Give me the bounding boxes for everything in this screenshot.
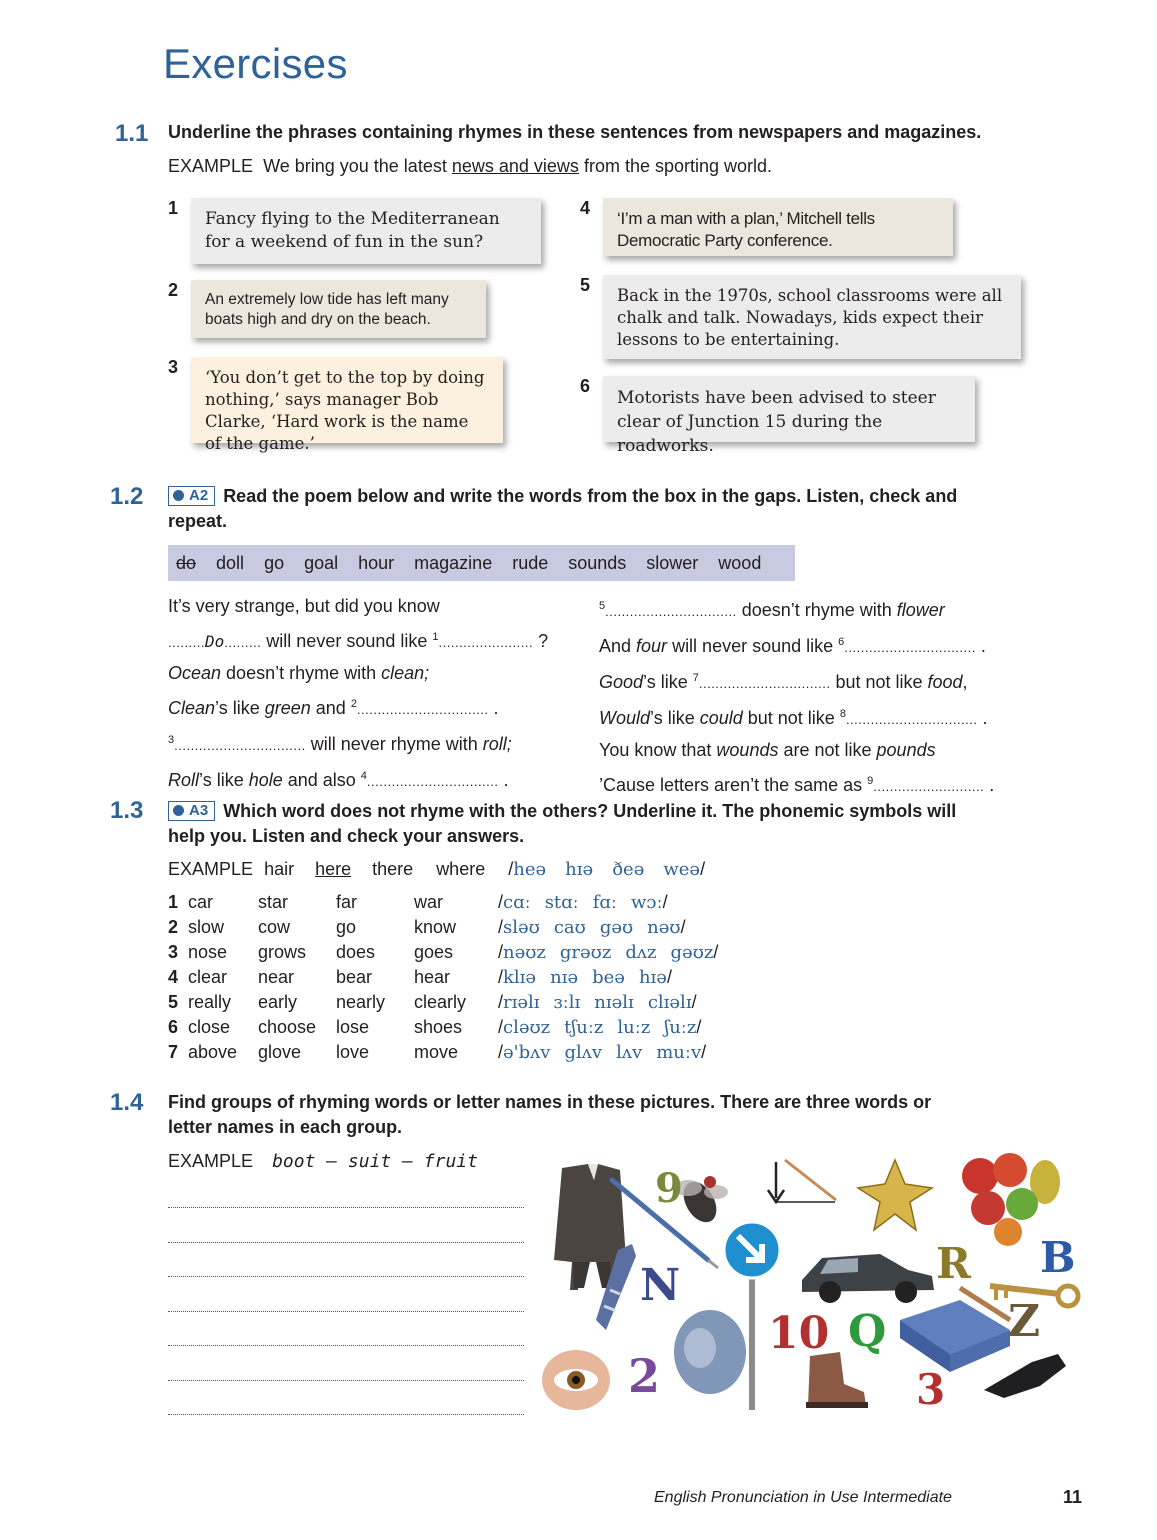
news-clipping: An extremely low tide has left many boats high and dry on the beach. (191, 280, 486, 338)
poem-line: Clean’s like green and $^2$................................ . (168, 698, 499, 718)
rhyme-word[interactable]: close (188, 1017, 231, 1037)
picture-label: Z (1008, 1296, 1041, 1347)
phonemic: nɪə (550, 967, 579, 988)
rhyme-word[interactable]: glove (258, 1042, 302, 1062)
poem-line: $^3$................................ will never rhyme with roll; (168, 734, 512, 754)
poem-line: Good’s like $^7$................................ but not like food, (599, 672, 968, 692)
picture-label: 10 (768, 1308, 830, 1359)
poem-right-column (599, 591, 1039, 802)
phonemic: cɑː (503, 892, 531, 913)
phonemic: ə'bʌv (503, 1042, 551, 1063)
answer-line[interactable] (168, 1217, 524, 1243)
exercise-number: 1.2 (110, 483, 144, 510)
instruction-text: Which word does not rhyme with the others? Underline it. The phonemic symbols will help you. Listen and check your answers. (168, 801, 957, 846)
example-underlined: news and views (451, 156, 579, 176)
row-number: 6 (168, 1017, 179, 1037)
answer-line[interactable] (168, 1182, 524, 1208)
phonemic: grəʊz (559, 942, 612, 963)
phonemic-transcription: /cɑː stɑː fɑː wɔː/ (498, 892, 668, 913)
exercise-number: 1.1 (115, 120, 149, 147)
picture-collage (540, 1140, 1100, 1420)
answer-lines (168, 1182, 524, 1424)
clipping-number: 6 (580, 376, 591, 396)
poem-left-column (168, 591, 588, 797)
phonemic: nəʊz (503, 942, 546, 963)
footer-book-title: English Pronunciation in Use Intermediate (654, 1489, 952, 1506)
row-number: 1 (168, 892, 179, 912)
phonemic: ðeə (612, 859, 645, 880)
picture-label: Q (848, 1306, 887, 1357)
audio-disc-icon (173, 490, 184, 501)
poem-line: Would’s like could but not like $^8$................................ . (599, 708, 988, 728)
phonemic: stɑː (544, 892, 579, 913)
answer-gap[interactable]: ................................ (845, 712, 978, 727)
picture-label: B (1040, 1233, 1076, 1282)
poem-line: $^5$................................ doesn’t rhyme with flower (599, 600, 945, 620)
audio-disc-icon (173, 805, 184, 816)
answer-line[interactable] (168, 1355, 524, 1381)
rhyme-word[interactable]: nose (188, 942, 228, 962)
phonemic: cləʊz (503, 1017, 551, 1038)
poem-line: .........Do......... will never sound like $^1$....................... ? (168, 631, 549, 651)
row-number: 4 (168, 967, 179, 987)
rhyme-word[interactable]: move (414, 1042, 459, 1062)
box-word: magazine (414, 552, 493, 573)
answer-gap[interactable]: ................................ (844, 640, 976, 655)
box-word: do (176, 552, 197, 573)
phonemic: dʌz (625, 942, 657, 963)
phonemic: hɪə (638, 967, 667, 988)
rhyme-row (168, 990, 718, 1015)
rhyme-word[interactable]: above (188, 1042, 238, 1062)
instruction-text: Read the poem below and write the words from the box in the gaps. Listen, check and repeat. (168, 486, 958, 531)
row-number: 7 (168, 1042, 179, 1062)
rhyme-word[interactable]: choose (258, 1017, 317, 1037)
box-word: goal (304, 552, 339, 573)
answer-line[interactable] (168, 1286, 524, 1312)
row-number: 3 (168, 942, 179, 962)
example-line: EXAMPLE hair here there where /heə hɪə ðeə weə/ (168, 859, 706, 880)
phonemic: heə (513, 859, 547, 880)
phonemic: gəʊz (670, 942, 714, 963)
rhyme-word[interactable]: go (336, 917, 357, 937)
phonemic: hɪə (565, 859, 594, 880)
example-line (168, 1149, 478, 1174)
clipping-number: 3 (168, 357, 179, 377)
clipping-number: 5 (580, 275, 591, 295)
example-label: EXAMPLE (168, 859, 254, 879)
eye-icon (542, 1350, 610, 1410)
phonemic: sləʊ (503, 917, 540, 938)
box-word: rude (512, 552, 549, 573)
example-word-underlined: here (315, 859, 352, 879)
answer-line[interactable] (168, 1389, 524, 1415)
picture-label: R (936, 1239, 971, 1288)
rhyme-word[interactable]: goes (414, 942, 454, 962)
shoe-icon (984, 1354, 1066, 1398)
box-word: wood (718, 552, 762, 573)
answer-line[interactable] (168, 1320, 524, 1346)
audio-track-button[interactable] (168, 801, 215, 821)
rhyme-table (168, 890, 718, 1065)
exercise-number: 1.3 (110, 797, 144, 824)
poem-line: You know that wounds are not like pounds (599, 740, 936, 760)
rhyme-word[interactable]: shoes (414, 1017, 463, 1037)
poem-line: It’s very strange, but did you know (168, 596, 440, 616)
box-word: doll (216, 552, 245, 573)
rhyme-word[interactable]: car (188, 892, 214, 912)
example-line (168, 154, 1068, 178)
exercise-instruction: Underline the phrases containing rhymes in these sentences from newspapers and magazines. (168, 122, 982, 142)
answer-line[interactable] (168, 1251, 524, 1277)
news-clipping: Back in the 1970s, school classrooms were all chalk and talk. Nowadays, kids expect their lessons to be entertaining. (603, 275, 1021, 359)
example-text: from the sporting world. (583, 156, 773, 176)
news-clipping: ‘I’m a man with a plan,’ Mitchell tells Democratic Party conference. (603, 198, 953, 256)
rhyme-word[interactable]: clear (188, 967, 228, 987)
box-word: hour (358, 552, 395, 573)
rhyme-word[interactable]: early (258, 992, 298, 1012)
page-number: 11 (1063, 1487, 1083, 1507)
phonemic-transcription: /rɪəlɪ ɜːlɪ nɪəlɪ clɪəlɪ/ (498, 992, 697, 1013)
phonemic: nəʊ (647, 917, 681, 938)
phonemic-transcription: /klɪə nɪə beə hɪə/ (498, 967, 672, 988)
handwritten-answer: Do (205, 632, 225, 651)
example-label: EXAMPLE (168, 156, 254, 176)
rhyme-word[interactable]: war (414, 892, 444, 912)
poem-line: Roll’s like hole and also $^4$................................ . (168, 770, 509, 790)
example-word: there (372, 859, 414, 879)
rhyme-word[interactable]: near (258, 967, 295, 987)
phonemic: fɑː (592, 892, 617, 913)
bed-icon (900, 1288, 1010, 1372)
picture-label: 3 (916, 1365, 946, 1414)
audio-track-label: A3 (189, 802, 209, 819)
example-word: where (436, 859, 486, 879)
phonemic: nɪəlɪ (594, 992, 634, 1013)
phonemic-transcription: /ə'bʌv glʌv lʌv muːv/ (498, 1042, 707, 1063)
clipping-number: 1 (168, 198, 179, 218)
box-word: slower (646, 552, 699, 573)
phonemic: weə (663, 859, 701, 880)
page-title: Exercises (163, 40, 348, 87)
row-number: 2 (168, 917, 179, 937)
word-box (168, 545, 795, 581)
answer-gap[interactable]: ....................... (438, 635, 534, 650)
phonemic: gəʊ (599, 917, 634, 938)
handwritten-answer: boot – suit – fruit (272, 1151, 478, 1172)
row-number: 5 (168, 992, 179, 1012)
poem-line: Ocean doesn’t rhyme with clean; (168, 663, 430, 683)
clipping-number: 4 (580, 198, 591, 218)
phonemic: caʊ (553, 917, 586, 938)
rhyme-word[interactable]: far (336, 892, 358, 912)
rhyme-word[interactable]: lose (336, 1017, 370, 1037)
rhyme-word[interactable]: bear (336, 967, 373, 987)
phonemic: rɪəlɪ (503, 992, 540, 1013)
rhyme-row (168, 1040, 718, 1065)
news-clipping: Motorists have been advised to steer clear of Junction 15 during the roadworks. (603, 376, 975, 442)
star-icon (858, 1160, 932, 1230)
phonemic: glʌv (564, 1042, 603, 1063)
poem-line: And four will never sound like $^6$................................ . (599, 636, 986, 656)
boot-icon (806, 1352, 868, 1408)
answer-gap[interactable]: ................................ (356, 702, 489, 717)
picture-label: 9 (655, 1165, 683, 1212)
box-word: sounds (568, 552, 627, 573)
example-text: We bring you the latest (263, 156, 447, 176)
rhyme-word[interactable]: nearly (336, 992, 386, 1012)
exercise-instruction: Find groups of rhyming words or letter names in these pictures. There are three words or letter names in each group. (168, 1092, 932, 1137)
car-icon (802, 1254, 934, 1303)
rhyme-word[interactable]: does (336, 942, 376, 962)
exercise-instruction (168, 799, 968, 849)
picture-label: 2 (628, 1349, 661, 1403)
rhyme-row (168, 940, 718, 965)
rhyme-word[interactable]: cow (258, 917, 291, 937)
phonemic: klɪə (503, 967, 537, 988)
phonemic: muːv (656, 1042, 702, 1063)
news-clipping: ‘You don’t get to the top by doing nothing,’ says manager Bob Clarke, ‘Hard work is the name of the game.’ (191, 357, 503, 443)
answer-gap[interactable]: ........................... (873, 779, 985, 794)
rhyme-word[interactable]: clearly (414, 992, 467, 1012)
phonemic: luːz (617, 1017, 651, 1038)
phonemic: beə (592, 967, 625, 988)
picture-label: N (640, 1260, 681, 1311)
head-icon (674, 1310, 746, 1394)
rhyme-word[interactable]: star (258, 892, 289, 912)
phonemic-transcription: /cləʊz tʃuːz luːz ʃuːz/ (498, 1017, 702, 1038)
rhyme-row (168, 1015, 718, 1040)
rhyme-row (168, 965, 718, 990)
phonemic: wɔː (631, 892, 663, 913)
rhyme-word[interactable]: slow (188, 917, 225, 937)
poem-line: ’Cause letters aren’t the same as $^9$........................... . (599, 775, 995, 795)
answer-gap[interactable]: ................................ (698, 676, 831, 691)
audio-track-label: A2 (189, 487, 209, 504)
answer-gap[interactable]: ................................ (174, 738, 306, 753)
rhyme-word[interactable]: grows (258, 942, 307, 962)
rhyme-row (168, 915, 718, 940)
audio-track-button[interactable] (168, 486, 215, 506)
news-clipping: Fancy flying to the Mediterranean for a weekend of fun in the sun? (191, 198, 541, 264)
exercise-instruction (168, 484, 968, 534)
rhyme-word[interactable]: know (414, 917, 457, 937)
rhyme-row (168, 890, 718, 915)
phonemic: clɪəlɪ (647, 992, 692, 1013)
example-word: hair (264, 859, 295, 879)
answer-gap[interactable]: ................................ (366, 774, 499, 789)
arrow-down-icon (768, 1160, 836, 1202)
rhyme-word[interactable]: hear (414, 967, 451, 987)
phonemic: lʌv (616, 1042, 643, 1063)
phonemic: tʃuːz (564, 1017, 604, 1038)
box-word: go (264, 552, 285, 573)
clipping-number: 2 (168, 280, 179, 300)
phonemic: ʃuːz (664, 1017, 697, 1038)
phonemic-transcription: /nəʊz grəʊz dʌz gəʊz/ (498, 942, 719, 963)
example-label: EXAMPLE (168, 1151, 254, 1171)
rhyme-word[interactable]: love (336, 1042, 370, 1062)
phonemic: ɜːlɪ (553, 992, 581, 1013)
exercise-number: 1.4 (110, 1089, 144, 1116)
rhyme-word[interactable]: really (188, 992, 232, 1012)
answer-gap[interactable]: ................................ (605, 604, 737, 619)
phonemic-transcription: /sləʊ caʊ gəʊ nəʊ/ (498, 917, 686, 938)
